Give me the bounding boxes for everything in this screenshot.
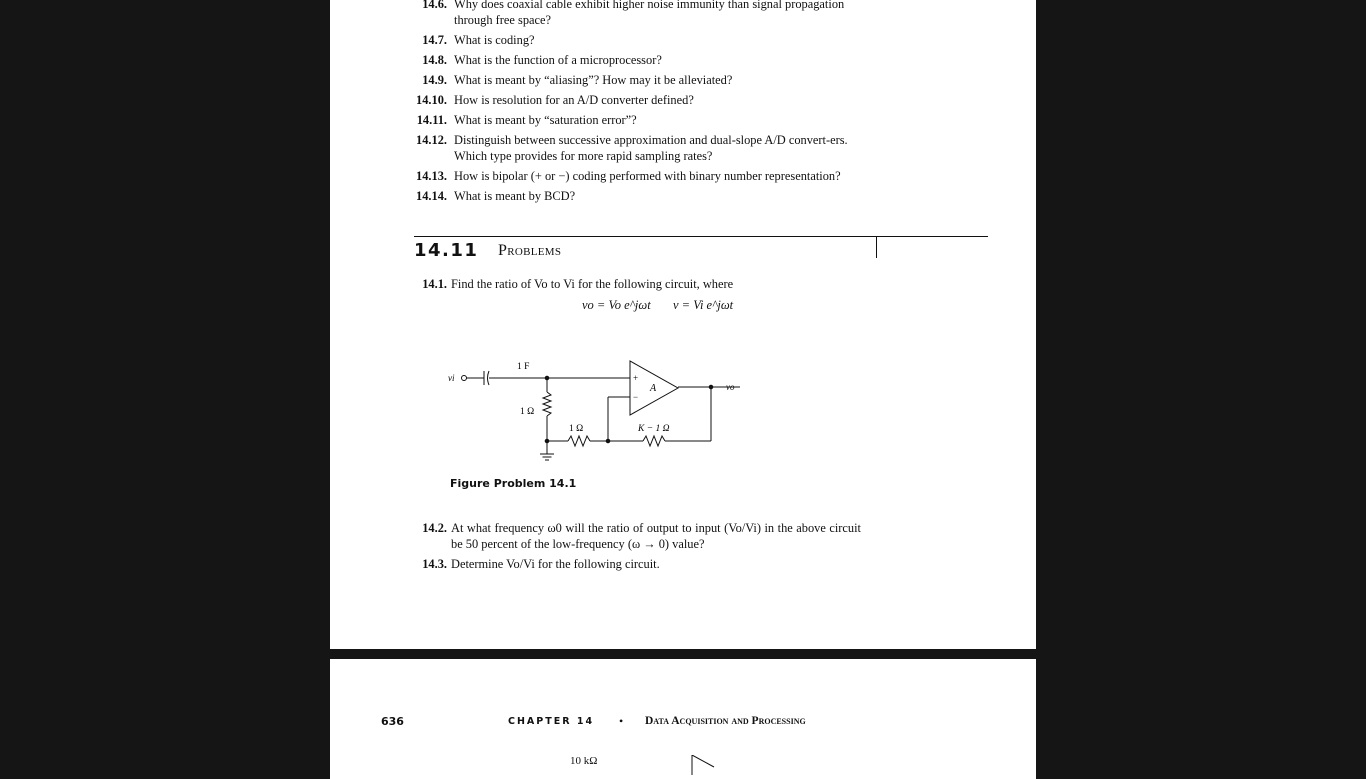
question-text: What is meant by BCD? [454,189,576,203]
question-number: 14.14. [416,189,447,203]
review-question [422,72,914,88]
question-text: How is resolution for an A/D converter defined? [454,93,694,107]
label-vo: vo [726,382,735,392]
resistor-feedback-1 [568,436,590,446]
review-question [416,132,914,164]
op-amp-partial [690,755,730,775]
question-number: 14.6. [422,0,447,11]
input-terminal [462,376,467,381]
resistor-shunt [543,392,551,416]
review-question [416,188,914,204]
question-text: What is meant by “saturation error”? [454,113,637,127]
review-question [416,92,914,108]
running-header-title: Data Acquisition and Processing [645,715,806,727]
document-page-636 [330,659,1036,779]
equation-output: vo = Vo e^jωt [582,298,651,312]
question-text: What is coding? [454,33,535,47]
question-text: How is bipolar (+ or −) coding performed with binary number representation? [454,169,841,183]
running-header-bullet: • [619,714,624,728]
question-number: 14.11. [416,113,447,127]
review-question [422,0,914,28]
label-amp-gain: A [650,383,657,394]
problem-number: 14.3. [422,557,447,571]
equation-input: v = Vi e^jωt [673,298,734,312]
section-rule [414,236,988,237]
section-rule-tick [876,237,877,258]
question-number: 14.12. [416,133,447,147]
label-vi: vi [448,373,455,383]
capacitor-plate [488,371,490,385]
review-question [422,32,914,48]
problem-number: 14.2. [422,521,447,535]
question-number: 14.13. [416,169,447,183]
label-capacitor: 1 F [517,362,530,372]
label-plus: + [633,373,639,383]
junction-node [709,385,713,389]
review-question [416,112,914,128]
section-title: Problems [498,242,562,259]
review-question [422,52,914,68]
review-question [416,168,914,184]
question-text: What is the function of a microprocessor? [454,53,662,67]
question-text: Why does coaxial cable exhibit higher noise immunity than signal propagation through free space? [454,0,845,27]
problem-text: Determine Vo/Vi for the following circuit. [451,557,660,571]
label-minus: − [633,392,639,402]
label-resistor-10k: 10 kΩ [570,755,598,767]
problem-text: Find the ratio of Vo to Vi for the following circuit, where [451,277,734,291]
running-header-chapter: CHAPTER 14 [508,716,595,727]
question-number: 14.7. [422,33,447,47]
document-page-635 [330,0,1036,649]
label-feedback-resistor-1: 1 Ω [569,424,584,434]
question-text: Distinguish between successive approximation and dual-slope A/D convert-ers. Which type provides for more rapid sampling rates? [454,133,848,163]
problem-text: At what frequency ω0 will the ratio of output to input (Vo/Vi) in the above circuit be 50 percent of the low-frequency (ω → 0) value? [451,521,861,551]
question-text: What is meant by “aliasing”? How may it be alleviated? [454,73,733,87]
problem-item [422,520,861,552]
figure-caption: Figure Problem 14.1 [450,477,577,490]
label-feedback-resistor-k: K − 1 Ω [638,424,670,434]
circuit-diagram [440,350,740,470]
page-number: 636 [381,715,404,728]
problem-item [422,556,911,572]
problem-item [422,276,911,292]
question-number: 14.10. [416,93,447,107]
problem-number: 14.1. [422,277,447,291]
label-shunt-resistor: 1 Ω [520,407,535,417]
section-number: 14.11 [414,240,479,261]
question-number: 14.9. [422,73,447,87]
resistor-feedback-k [643,436,665,446]
question-number: 14.8. [422,53,447,67]
